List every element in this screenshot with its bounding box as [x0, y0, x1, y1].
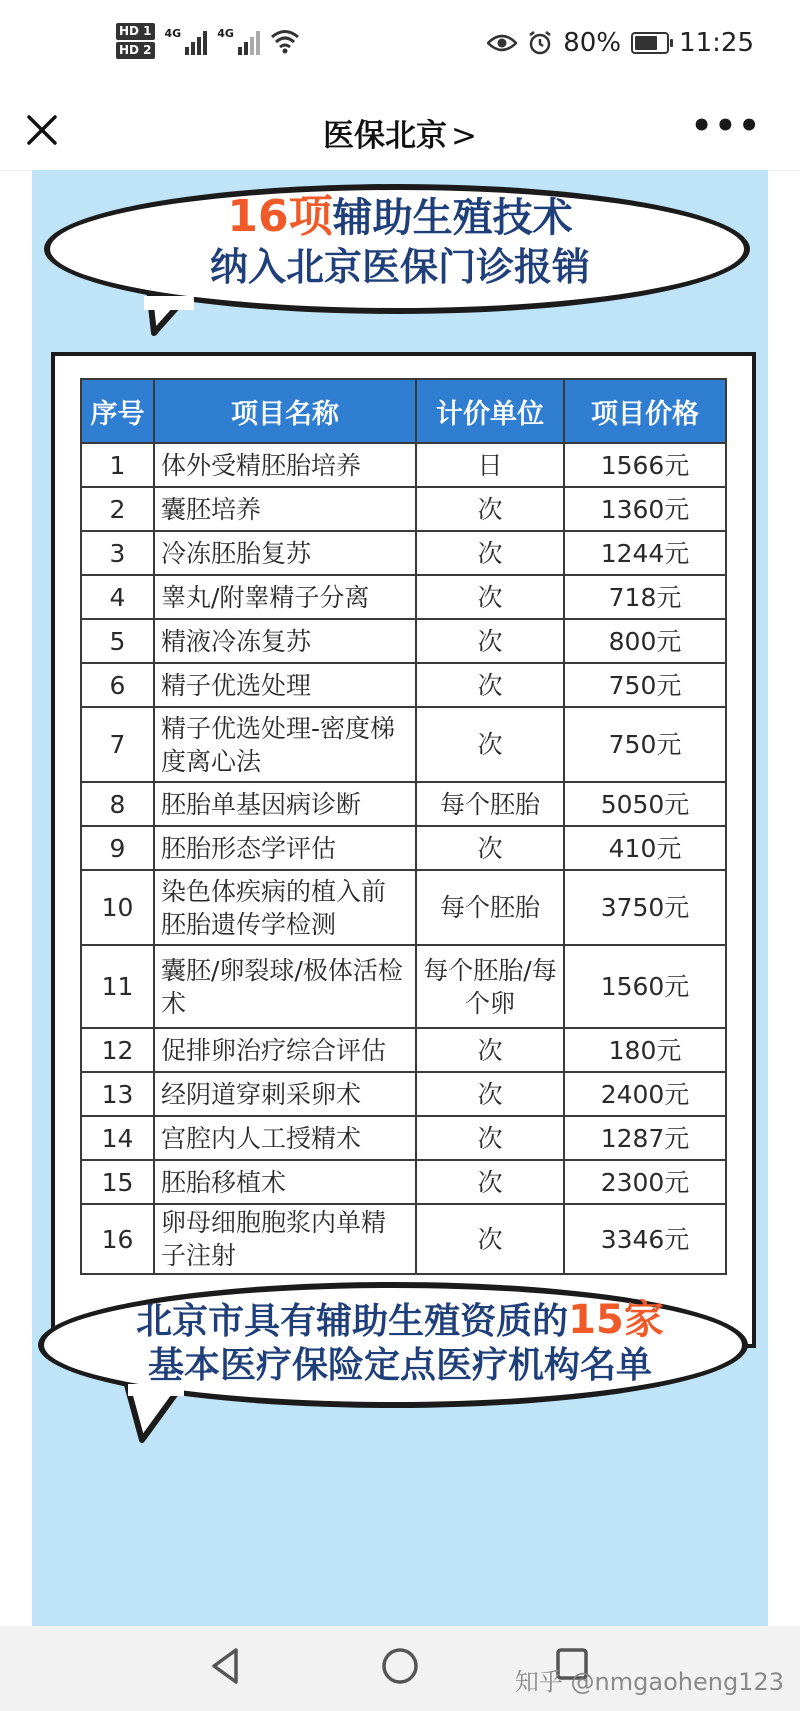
row-name: 促排卵治疗综合评估 — [154, 1028, 416, 1072]
battery-icon — [631, 32, 669, 54]
table-row — [81, 870, 726, 945]
footer-accent: 15家 — [568, 1297, 664, 1343]
row-price: 180元 — [564, 1028, 726, 1072]
row-no: 13 — [81, 1072, 154, 1116]
table-row — [81, 1116, 726, 1160]
row-name: 胚胎形态学评估 — [154, 826, 416, 870]
row-unit: 次 — [416, 575, 564, 619]
table-row — [81, 663, 726, 707]
row-no: 15 — [81, 1160, 154, 1204]
row-price: 1566元 — [564, 443, 726, 487]
row-name: 囊胚培养 — [154, 487, 416, 531]
system-nav-bar — [0, 1626, 800, 1711]
app-nav-bar — [0, 92, 800, 171]
row-unit: 每个胚胎/每个卵 — [416, 945, 564, 1028]
row-no: 2 — [81, 487, 154, 531]
account-title[interactable] — [0, 106, 800, 155]
header-line-1-text: 辅助生殖技术 — [332, 195, 573, 241]
row-no: 4 — [81, 575, 154, 619]
row-name: 精液冷冻复苏 — [154, 619, 416, 663]
table-row — [81, 619, 726, 663]
hd1-label: HD 1 — [116, 23, 155, 40]
row-no: 3 — [81, 531, 154, 575]
row-name: 精子优选处理 — [154, 663, 416, 707]
row-unit: 次 — [416, 1072, 564, 1116]
row-unit: 次 — [416, 1116, 564, 1160]
article-image — [32, 170, 768, 1626]
more-options-button[interactable]: ••• — [690, 106, 762, 146]
wifi-icon — [270, 28, 300, 54]
row-unit: 次 — [416, 531, 564, 575]
watermark: 知乎 @nmgaoheng123 — [514, 1668, 784, 1696]
footer-line-2: 基本医疗保险定点医疗机构名单 — [147, 1345, 652, 1386]
table-row — [81, 826, 726, 870]
hd-indicator — [116, 22, 155, 60]
row-price: 718元 — [564, 575, 726, 619]
row-price: 750元 — [564, 707, 726, 782]
row-price: 1560元 — [564, 945, 726, 1028]
table-row — [81, 575, 726, 619]
row-unit: 次 — [416, 1204, 564, 1274]
row-unit: 次 — [416, 1160, 564, 1204]
network-type-1: 4G — [164, 27, 182, 40]
table-row — [81, 707, 726, 782]
row-name: 睾丸/附睾精子分离 — [154, 575, 416, 619]
col-header-price: 项目价格 — [564, 379, 726, 443]
row-price: 410元 — [564, 826, 726, 870]
home-icon[interactable] — [378, 1644, 422, 1688]
table-header-row — [81, 379, 726, 443]
clock: 11:25 — [679, 28, 754, 58]
row-no: 11 — [81, 945, 154, 1028]
table-row — [81, 487, 726, 531]
row-name: 宫腔内人工授精术 — [154, 1116, 416, 1160]
row-name: 经阴道穿刺采卵术 — [154, 1072, 416, 1116]
row-price: 1287元 — [564, 1116, 726, 1160]
status-left — [116, 22, 300, 60]
row-name: 冷冻胚胎复苏 — [154, 531, 416, 575]
price-table-frame — [51, 352, 756, 1348]
table-row — [81, 531, 726, 575]
header-line-1 — [32, 191, 768, 242]
signal-icon-2 — [217, 27, 260, 55]
row-unit: 次 — [416, 487, 564, 531]
row-price: 750元 — [564, 663, 726, 707]
row-unit: 每个胚胎 — [416, 870, 564, 945]
row-price: 800元 — [564, 619, 726, 663]
row-price: 3750元 — [564, 870, 726, 945]
row-name: 体外受精胚胎培养 — [154, 443, 416, 487]
row-unit: 次 — [416, 619, 564, 663]
table-row — [81, 1204, 726, 1274]
table-row — [81, 443, 726, 487]
row-no: 6 — [81, 663, 154, 707]
row-no: 1 — [81, 443, 154, 487]
header-accent: 16项 — [227, 191, 333, 242]
eye-icon — [487, 33, 517, 53]
back-icon[interactable] — [206, 1644, 246, 1688]
row-no: 5 — [81, 619, 154, 663]
footer-line-1 — [32, 1298, 768, 1344]
hd2-label: HD 2 — [116, 42, 155, 59]
battery-fill — [635, 36, 657, 50]
table-row — [81, 782, 726, 826]
table-row — [81, 1072, 726, 1116]
row-name: 卵母细胞胞浆内单精子注射 — [154, 1204, 416, 1274]
row-name: 囊胚/卵裂球/极体活检术 — [154, 945, 416, 1028]
chevron-right-icon: > — [451, 118, 477, 154]
row-unit: 次 — [416, 826, 564, 870]
row-unit: 次 — [416, 707, 564, 782]
col-header-no: 序号 — [81, 379, 154, 443]
battery-percent: 80% — [563, 28, 622, 58]
row-no: 16 — [81, 1204, 154, 1274]
row-name: 染色体疾病的植入前胚胎遗传学检测 — [154, 870, 416, 945]
row-unit: 日 — [416, 443, 564, 487]
account-name: 医保北京 — [323, 118, 447, 154]
row-name: 胚胎移植术 — [154, 1160, 416, 1204]
row-unit: 次 — [416, 663, 564, 707]
row-price: 1360元 — [564, 487, 726, 531]
table-row — [81, 1028, 726, 1072]
row-price: 2300元 — [564, 1160, 726, 1204]
price-table — [80, 378, 727, 1275]
row-no: 10 — [81, 870, 154, 945]
row-price: 1244元 — [564, 531, 726, 575]
col-header-unit: 计价单位 — [416, 379, 564, 443]
row-no: 8 — [81, 782, 154, 826]
network-type-2: 4G — [217, 27, 234, 40]
row-no: 14 — [81, 1116, 154, 1160]
table-row — [81, 1160, 726, 1204]
status-bar — [0, 0, 800, 92]
table-row — [81, 945, 726, 1028]
row-price: 3346元 — [564, 1204, 726, 1274]
row-name: 胚胎单基因病诊断 — [154, 782, 416, 826]
signal-icon — [165, 27, 208, 55]
status-right — [487, 28, 754, 58]
row-no: 12 — [81, 1028, 154, 1072]
row-price: 5050元 — [564, 782, 726, 826]
row-unit: 次 — [416, 1028, 564, 1072]
row-price: 2400元 — [564, 1072, 726, 1116]
header-line-2: 纳入北京医保门诊报销 — [209, 245, 590, 289]
row-name: 精子优选处理-密度梯度离心法 — [154, 707, 416, 782]
row-unit: 每个胚胎 — [416, 782, 564, 826]
row-no: 9 — [81, 826, 154, 870]
alarm-icon — [527, 30, 553, 56]
row-no: 7 — [81, 707, 154, 782]
col-header-name: 项目名称 — [154, 379, 416, 443]
footer-line-1-text: 北京市具有辅助生殖资质的 — [136, 1301, 569, 1342]
